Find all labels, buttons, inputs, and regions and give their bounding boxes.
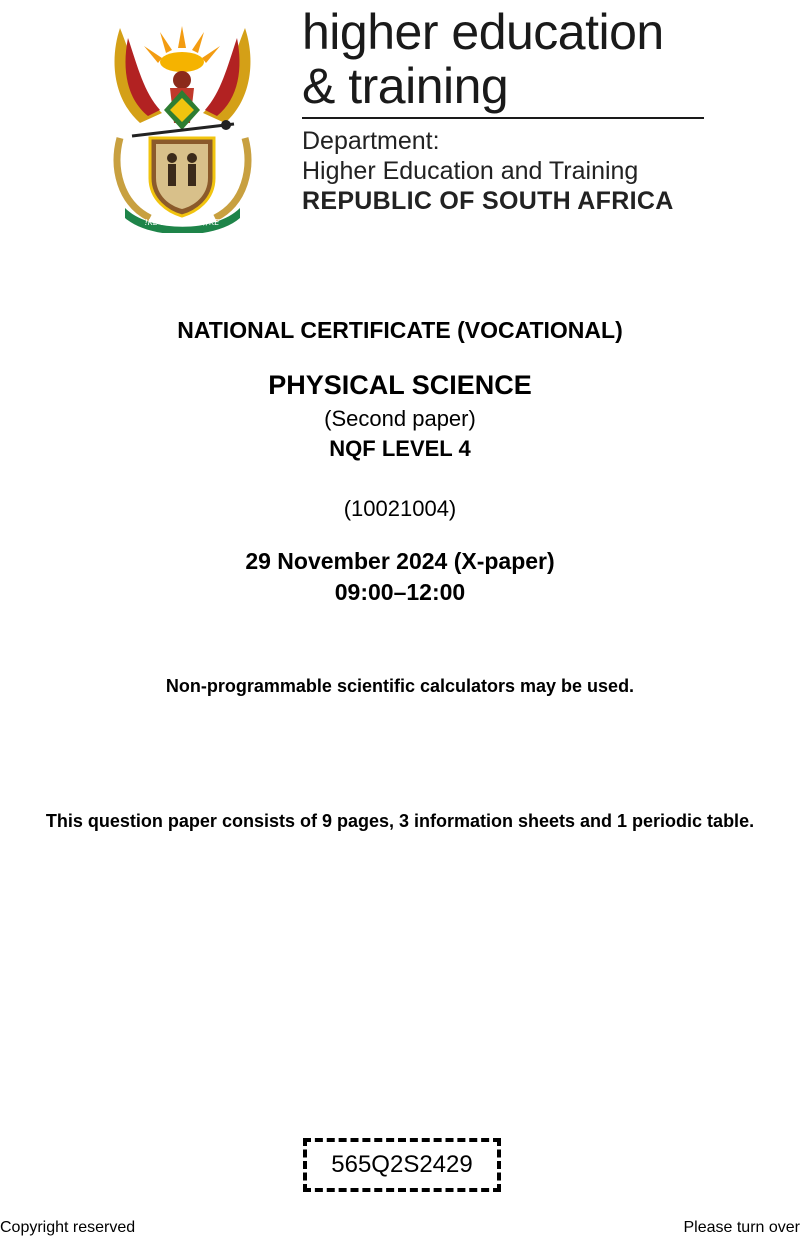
brand-line-1: higher education: [302, 4, 664, 60]
department-name: Higher Education and Training: [302, 157, 639, 185]
coat-of-arms-icon: [100, 18, 265, 233]
brand-line-2: & training: [302, 58, 509, 114]
subject-code: (10021004): [343, 496, 457, 521]
paper-number: (Second paper): [324, 406, 476, 431]
footer-turn-over: Please turn over: [683, 1219, 800, 1236]
brand-divider: [302, 117, 704, 119]
nqf-level: NQF LEVEL 4: [329, 436, 471, 461]
country-name: REPUBLIC OF SOUTH AFRICA: [302, 187, 674, 215]
footer-copyright: Copyright reserved: [0, 1219, 136, 1236]
subject-title: PHYSICAL SCIENCE: [268, 370, 532, 400]
certificate-title: NATIONAL CERTIFICATE (VOCATIONAL): [177, 317, 623, 343]
paper-code-box: [303, 1138, 501, 1192]
calculator-note: Non-programmable scientific calculators may be used.: [165, 676, 635, 696]
exam-date: 29 November 2024 (X-paper): [245, 548, 555, 574]
crest-motto: !KE E: /XARRA //KE: [144, 218, 220, 227]
department-label: Department:: [302, 127, 440, 155]
exam-time: 09:00–12:00: [334, 579, 466, 605]
paper-code: 565Q2S2429: [331, 1151, 473, 1178]
pages-note: This question paper consists of 9 pages, 3 information sheets and 1 periodic table.: [45, 811, 755, 831]
